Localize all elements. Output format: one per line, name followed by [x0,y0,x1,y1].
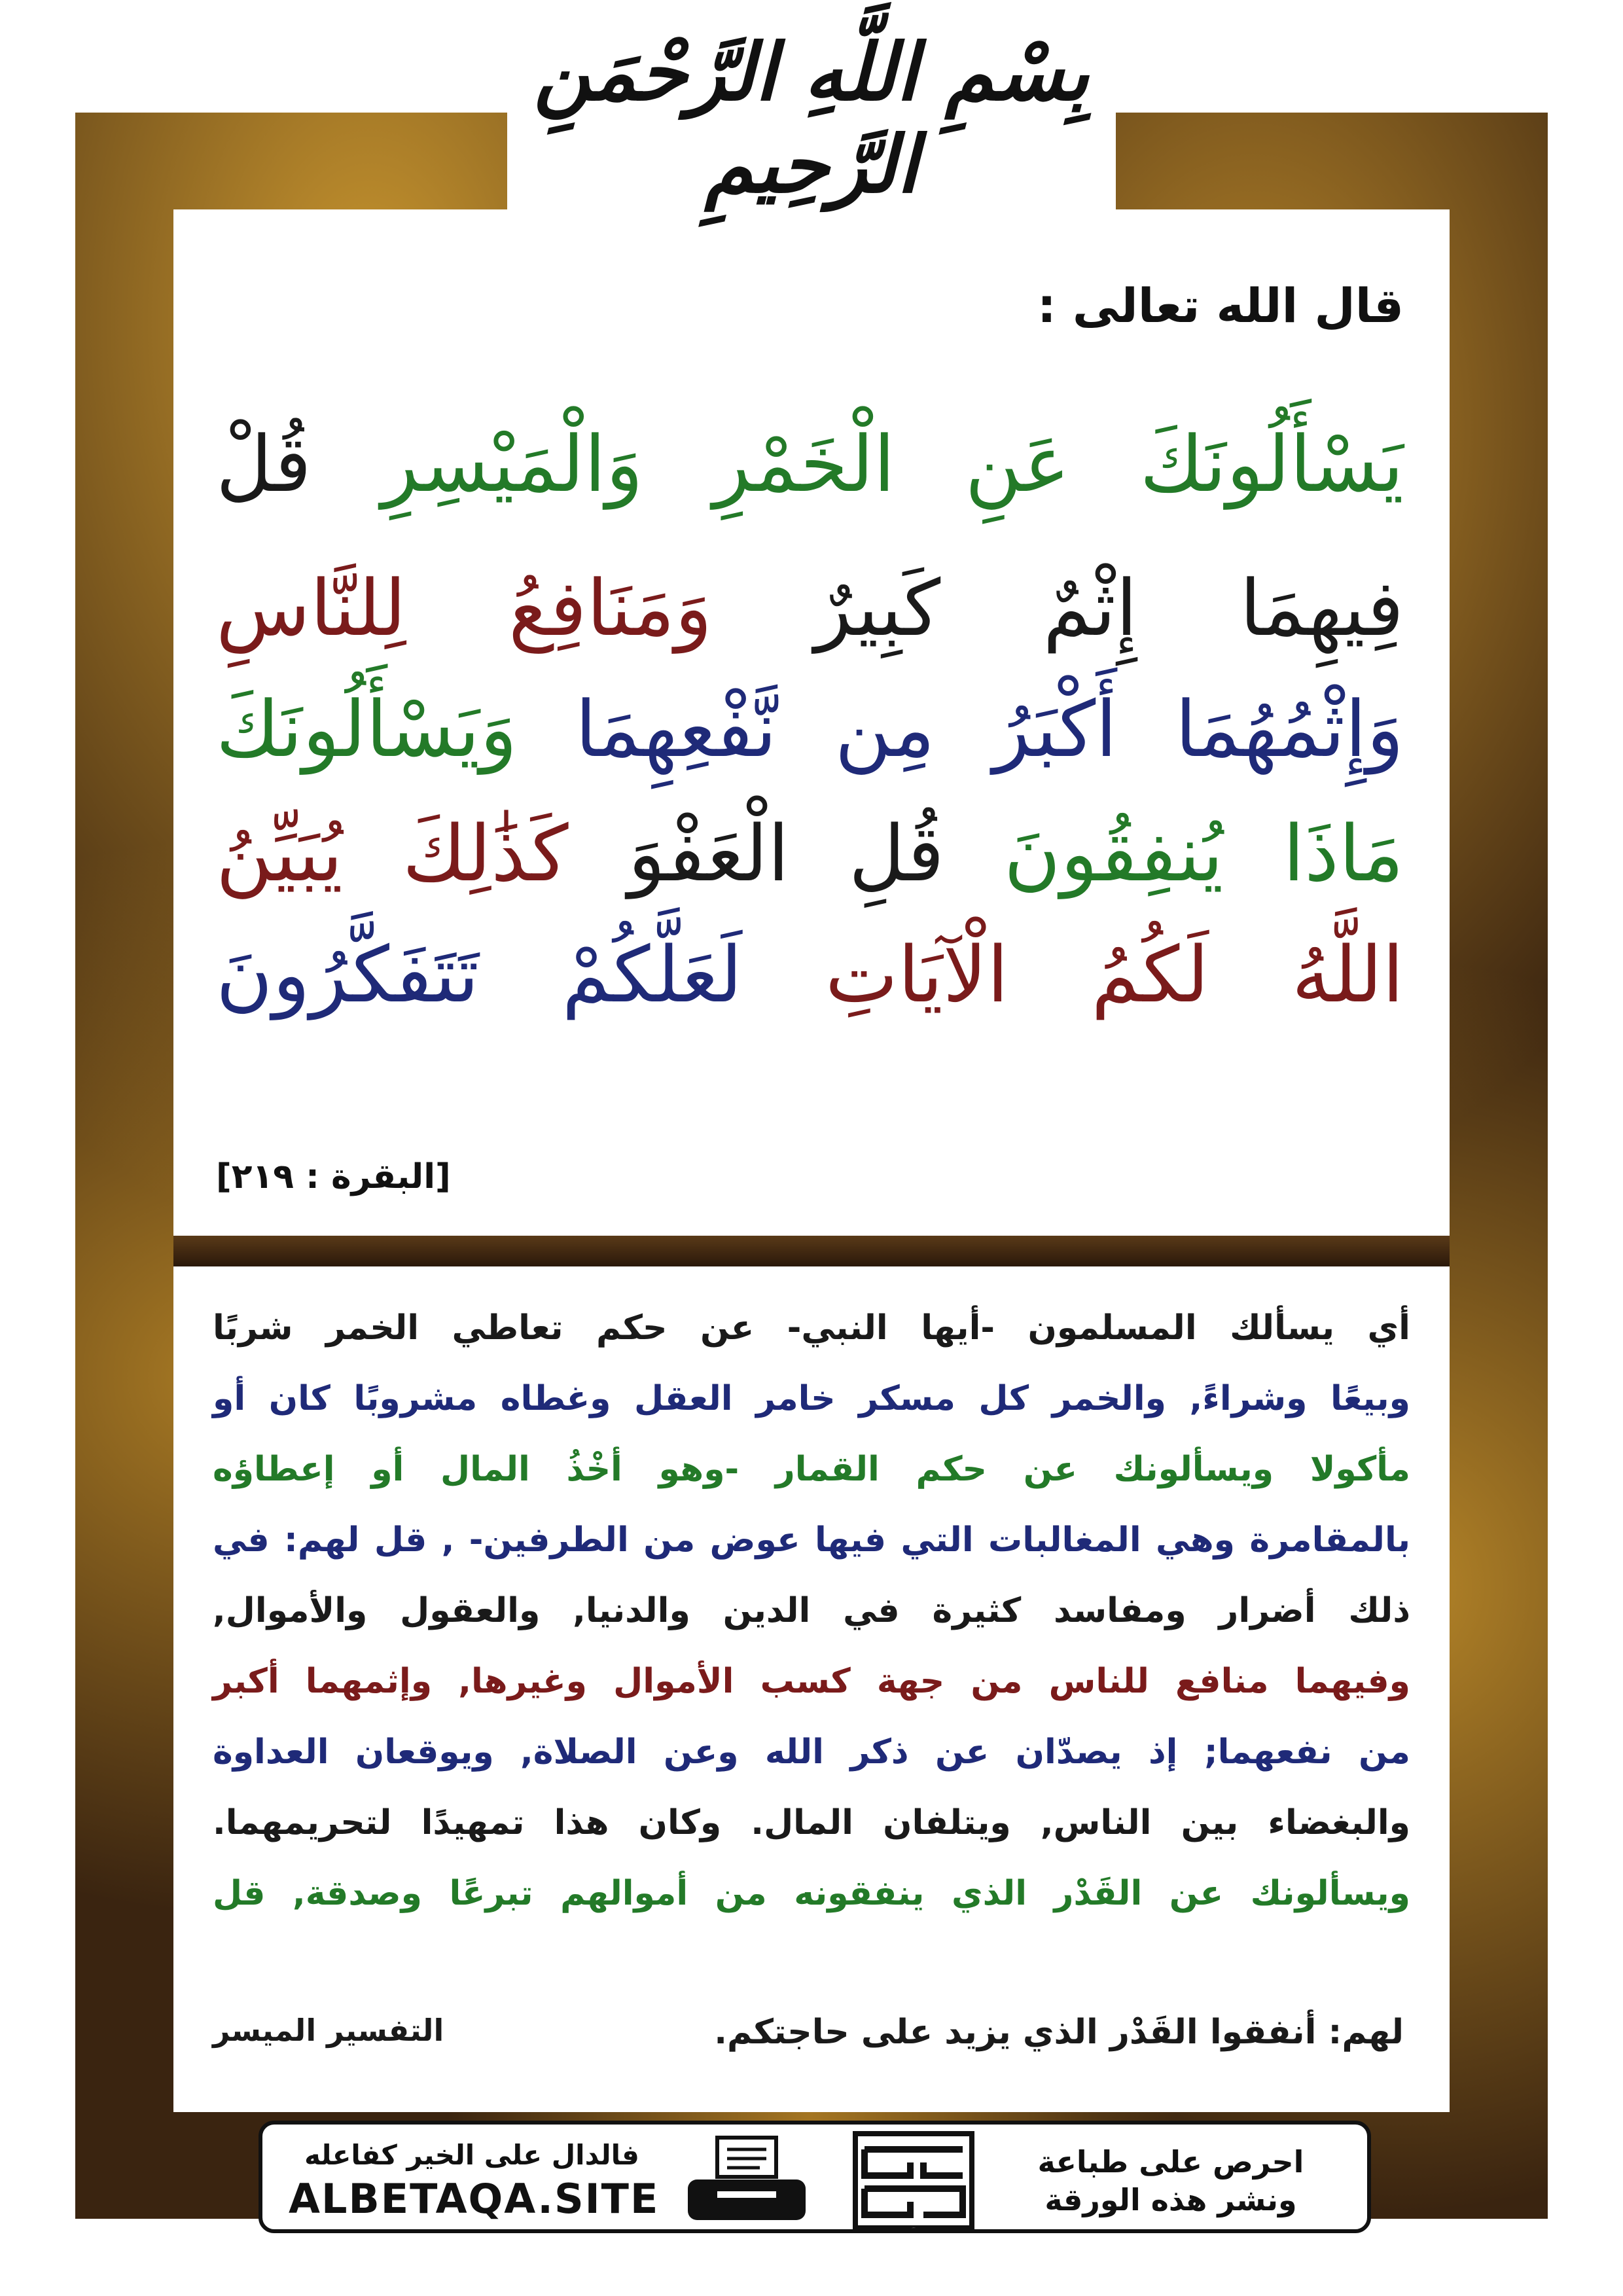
verse-segment: لَعَلَّكُمْ تَتَفَكَّرُونَ [216,929,743,1020]
verse-segment: كَذَٰلِكَ يُبَيِّنُ [216,808,569,899]
verse-line-5 [216,929,1404,1020]
verse-segment: قُلْ [216,419,382,509]
tafsir-last-row [213,2013,1404,2078]
dawah-logo-icon [851,2130,976,2232]
verse-line-3 [216,684,1404,774]
tafsir-line: وفيهما منافع للناس من جهة كسب الأموال وغيرها, وإثمهما أكبر [213,1662,1410,1701]
verse-segment: اللَّهُ لَكُمُ الْآيَاتِ [742,929,1404,1020]
footer-print-note [1014,2143,1328,2219]
verse-reference: [البقرة : ٢١٩] [216,1157,451,1196]
tafsir-line: وبيعًا وشراءً, والخمر كل مسكر خامر العقل وغطاه مشروبًا كان أو [213,1379,1410,1418]
verse-segment: وَإِثْمُهُمَا أَكْبَرُ مِن نَّفْعِهِمَا [517,684,1404,774]
footer-motto: فالدال على الخير كفاعله [304,2139,639,2171]
intro-text: قال الله تعالى : [1037,278,1404,333]
footer-banner [259,2121,1371,2233]
tafsir-text [213,1293,1410,1929]
panel-divider [173,1236,1450,1266]
tafsir-line: أي يسألك المسلمون -أيها النبي- عن حكم تعاطي الخمر شربًا [213,1308,1410,1348]
tafsir-line: ذلك أضرار ومفاسد كثيرة في الدين والدنيا, والعقول والأموال, [213,1591,1410,1630]
printer-icon [681,2134,812,2225]
footer-site-link[interactable]: ALBETAQA.SITE [289,2175,660,2223]
verse-line-4 [216,808,1404,899]
footer-print-line-1: احرص على طباعة [1037,2144,1304,2179]
verse-segment: وَيَسْأَلُونَكَ [216,684,518,774]
tafsir-line: ويسألونك عن القَدْر الذي ينفقونه من أموالهم تبرعًا وصدقة, قل [213,1874,1410,1913]
footer-print-line-2: ونشر هذه الورقة [1044,2182,1297,2217]
verse-segment: فِيهِمَا إِثْمٌ كَبِيرٌ [712,563,1404,653]
tafsir-line: من نفعهما; إذ يصدّان عن ذكر الله وعن الصلاة, ويوقعان العداوة [213,1732,1410,1772]
tafsir-line: والبغضاء بين الناس, ويتلفان المال. وكان هذا تمهيدًا لتحريمهما. [213,1803,1410,1842]
bismillah-calligraphy: بِسْمِ اللَّهِ الرَّحْمَنِ الرَّحِيمِ [533,26,1090,211]
tafsir-source: التفسير الميسر [213,2013,444,2048]
tafsir-last-line: لهم: أنفقوا القَدْر الذي يزيد على حاجتكم. [714,2013,1404,2052]
verse-segment: قُلِ الْعَفْوَ [568,808,944,899]
verse-segment: يَسْأَلُونَكَ عَنِ الْخَمْرِ وَالْمَيْسِرِ [381,419,1404,509]
verse-line-1 [216,419,1404,509]
verse-segment: مَاذَا يُنفِقُونَ [944,808,1404,899]
svg-text:دعوة الورقة: دعوة الورقة [912,2228,916,2229]
tafsir-line: بالمقامرة وهي المغالبات التي فيها عوض من الطرفين- , قل لهم: في [213,1520,1410,1560]
verse-line-2 [216,563,1404,653]
verse-segment: وَمَنَافِعُ لِلنَّاسِ [216,563,713,653]
tafsir-line: مأكولا ويسألونك عن حكم القمار -وهو أخْذُ المال أو إعطاؤه [213,1450,1410,1489]
footer-site-block [289,2139,660,2223]
